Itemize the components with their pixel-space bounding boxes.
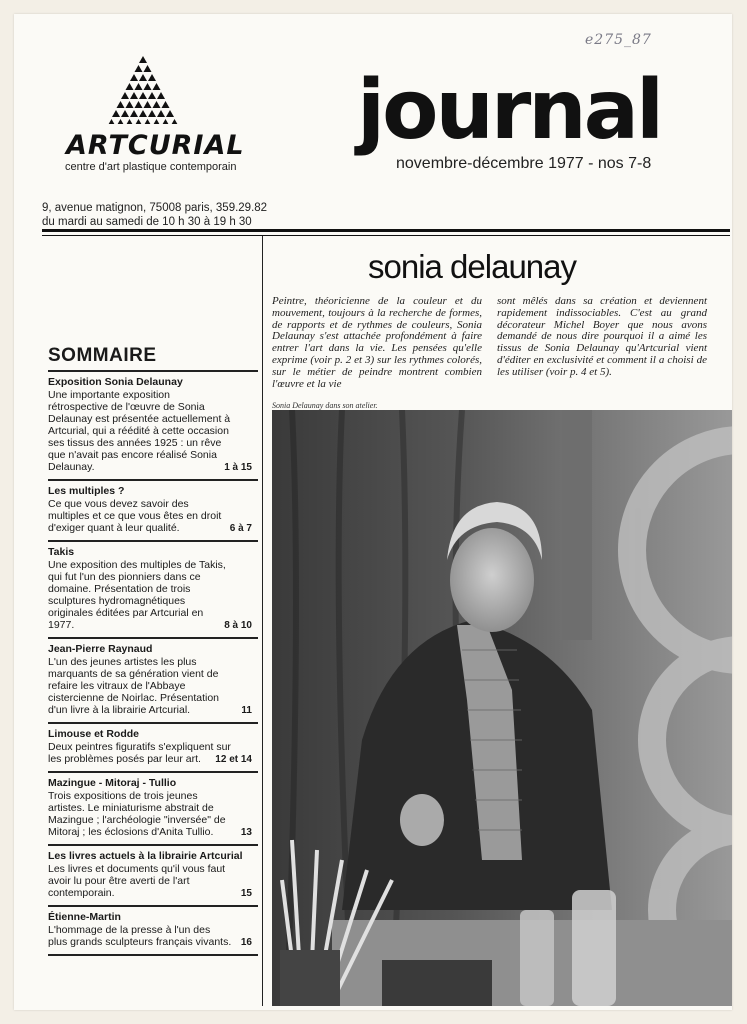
sommaire-item-page: 11 <box>241 705 252 716</box>
artcurial-tagline: centre d'art plastique contemporain <box>65 161 237 173</box>
sommaire-item-page: 16 <box>240 937 252 948</box>
logo-triangle <box>144 65 152 72</box>
sommaire-item <box>48 479 258 540</box>
handwritten-catalog-note: e275_87 <box>585 32 652 48</box>
bottle <box>572 890 616 1006</box>
face <box>450 528 534 632</box>
logo-triangle <box>108 119 116 124</box>
journal-title: journal <box>357 63 662 158</box>
header-rule <box>42 229 730 232</box>
logo-triangle <box>153 119 161 124</box>
logo-triangle <box>117 101 125 108</box>
sommaire-item <box>48 905 258 956</box>
address-line: 9, avenue matignon, 75008 paris, 359.29.82 <box>42 202 268 214</box>
logo-triangle <box>166 110 174 117</box>
logo-triangle <box>148 74 156 81</box>
sommaire-heading: SOMMAIRE <box>48 345 157 366</box>
logo-triangle <box>117 119 125 124</box>
logo-triangle <box>148 110 156 117</box>
logo-triangle <box>153 83 161 90</box>
portrait-photo <box>272 410 732 1006</box>
logo-triangle <box>157 92 165 99</box>
sommaire-item-title: Les multiples ? <box>48 485 125 497</box>
logo-triangle <box>126 119 134 124</box>
sommaire-item <box>48 637 258 722</box>
sommaire-item-desc: L'un des jeunes artistes les plus marquants de sa génération vient de refaire les vitraux de l'Abbaye cistercienne de Noirlac. Présentation d'un livre à la librairie Artcurial. <box>48 656 220 716</box>
logo-triangle <box>157 110 165 117</box>
logo-triangle <box>144 83 152 90</box>
opening-hours: du mardi au samedi de 10 h 30 à 19 h 30 <box>42 216 252 228</box>
artcurial-logo-icon <box>103 52 183 129</box>
sommaire-item-desc: L'hommage de la presse à l'un des plus grands sculpteurs français vivants. <box>48 924 232 948</box>
logo-triangle <box>130 110 138 117</box>
bottle <box>520 910 554 1006</box>
logo-triangle <box>139 56 147 63</box>
sommaire-item-title: Jean-Pierre Raynaud <box>48 643 153 655</box>
sommaire-item-page: 15 <box>240 888 252 899</box>
sommaire-item <box>48 771 258 844</box>
sommaire-item-page: 12 et 14 <box>215 754 252 765</box>
logo-triangle <box>126 101 134 108</box>
logo-triangle <box>144 101 152 108</box>
journal-issue: novembre-décembre 1977 - nos 7-8 <box>396 155 652 172</box>
sommaire-item-page: 6 à 7 <box>229 523 252 534</box>
sommaire-item-title: Limouse et Rodde <box>48 728 140 740</box>
sommaire-item-desc: Deux peintres figuratifs s'expliquent sur les problèmes posés par leur art. <box>48 741 231 765</box>
sommaire-item-title: Étienne-Martin <box>48 911 121 923</box>
artcurial-logo-text: ARTCURIAL <box>66 130 245 161</box>
hand <box>400 794 444 846</box>
logo-triangle <box>135 101 143 108</box>
sommaire-item-title: Takis <box>48 546 75 558</box>
logo-triangle <box>121 110 129 117</box>
column-divider <box>262 236 263 1006</box>
logo-triangle <box>112 110 120 117</box>
sommaire-item-title: Les livres actuels à la librairie Artcurial <box>48 850 243 862</box>
sommaire-item-desc: Trois expositions de trois jeunes artistes. Le miniaturisme abstrait de Mazingue ; l'archéologie "inversée" de Mitoraj ; les éclosions d'Anita Tullio. <box>48 790 226 838</box>
article-text-column-1: Peintre, théoricienne de la couleur et du mouvement, toujours à la recherche de formes, de rapports et de rythmes de couleurs, Sonia Delaunay s'est attachée profondément à faire entrer l'art dans la vie. Les pensées qu'elle exprime (voir p. 2 et 3) sur les rythmes colorés, sur le métier de peindre montrent combien l'œuvre et la vie <box>272 295 482 390</box>
sommaire-item <box>48 844 258 905</box>
header-rule-thin <box>42 235 730 236</box>
brush-pot <box>280 950 340 1006</box>
logo-triangle <box>162 119 170 124</box>
article-title: sonia delaunay <box>368 248 577 285</box>
logo-triangle <box>121 92 129 99</box>
address-block <box>42 201 267 229</box>
sommaire-item-page: 8 à 10 <box>224 620 252 631</box>
logo-triangle <box>148 92 156 99</box>
sommaire-item <box>48 722 258 771</box>
logo-triangle <box>139 92 147 99</box>
sommaire-item-desc: Les livres et documents qu'il vous faut avoir lu pour être averti de l'art contemporain. <box>48 863 226 899</box>
sommaire-item-desc: Ce que vous devez savoir des multiples et ce que vous êtes en droit d'exiger quant à leur qualité. <box>48 498 222 534</box>
article-text-column-2: sont mêlés dans sa création et deviennent rapidement indissociables. C'est au grand décorateur Michel Boyer que nous avons demandé de nous dire pourquoi il a aimé les tissus de Sonia Delaunay qu'Artcurial vient d'éditer en exclusivité et comment il a choisi de les utiliser (voir p. 4 et 5). <box>497 295 707 378</box>
paint-box <box>382 960 492 1006</box>
logo-triangle <box>162 101 170 108</box>
sommaire-item-desc: Une exposition des multiples de Takis, qui fut l'un des pionniers dans ce domaine. Présentation de trois sculptures hydromagnétiques originales éditées par Artcurial en 1977. <box>48 559 226 631</box>
sommaire-item <box>48 540 258 637</box>
logo-triangle <box>126 83 134 90</box>
logo-triangle <box>130 92 138 99</box>
logo-triangle <box>153 101 161 108</box>
logo-triangle <box>139 74 147 81</box>
sommaire-item <box>48 370 258 479</box>
logo-triangle <box>139 110 147 117</box>
easel <box>562 410 592 640</box>
photo-caption: Sonia Delaunay dans son atelier. <box>272 401 378 410</box>
logo-triangle <box>135 119 143 124</box>
logo-triangle <box>130 74 138 81</box>
logo-triangle <box>135 65 143 72</box>
sommaire-item-page: 13 <box>240 827 252 838</box>
sommaire-item-title: Mazingue - Mitoraj - Tullio <box>48 777 177 789</box>
sommaire-item-page: 1 à 15 <box>224 462 252 473</box>
sommaire-list <box>48 370 258 956</box>
sommaire-item-title: Exposition Sonia Delaunay <box>48 376 183 388</box>
sommaire-item-desc: Une importante exposition rétrospective de l'œuvre de Sonia Delaunay est présentée actuellement à Artcurial, qui a réédité à cette occasion ses tissus des années 1925 : un rêve que n'avait pas encore réalisé Sonia Delaunay. <box>48 389 231 473</box>
logo-triangle <box>135 83 143 90</box>
logo-triangle <box>171 119 179 124</box>
logo-triangle <box>144 119 152 124</box>
